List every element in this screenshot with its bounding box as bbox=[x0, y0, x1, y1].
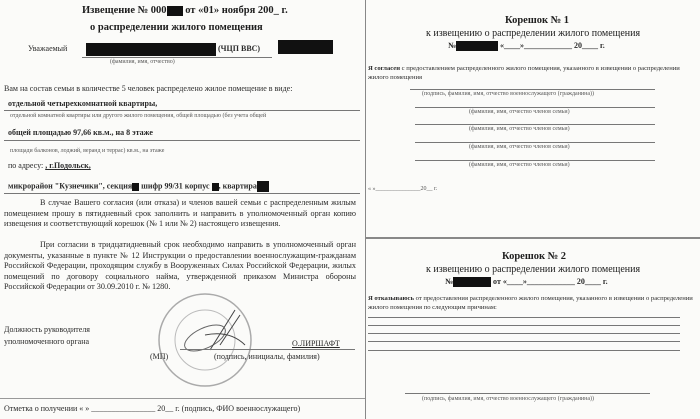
stub2-signature-caption: (подпись, фамилия, имя, отчество военнослужащего (гражданина)) bbox=[422, 396, 595, 402]
stub2-number: № от «____»____________ 20____ г. bbox=[445, 277, 608, 286]
stub1-date: « »_______________20__ г. bbox=[368, 186, 438, 192]
signature-caption: (подпись, инициалы, фамилия) bbox=[214, 352, 320, 361]
address-line: по адресу: , г.Подольск, bbox=[8, 161, 91, 170]
stub1-caption: (фамилия, имя, отчество членов семьи) bbox=[469, 126, 570, 132]
stub1-title: Корешок № 1 bbox=[505, 15, 570, 26]
official-stamp bbox=[150, 290, 260, 400]
position-line-1: Должность руководителя bbox=[4, 325, 90, 334]
address-district: микрорайон "Кузнечики", секция шифр 99/31 корпус , квартира bbox=[8, 181, 269, 192]
area: общей площадью 97,66 кв.м., на 8 этаже bbox=[8, 128, 153, 137]
stamp-label: (МП) bbox=[150, 352, 169, 361]
paragraph-2: При согласии в тридцатидневный срок необходимо направить в уполномоченный орган документы, указанные в пункте № 12 Инструкции о предоставлении военнослужащим-гражданам Российской Федерации, проходящим службу в Вооруженных Силах Российской Федерации, жилых помещений по договору социального найма, утвержденной приказом Министра обороны Российской Федерации от 30.09.2010 г. № 1280. bbox=[4, 240, 356, 292]
rank: (ЧЦП ВВС) bbox=[218, 44, 261, 53]
apartment-caption: отдельной комнатной квартиры или другого жилого помещения, общей площадью (без учета общей bbox=[10, 113, 267, 119]
stub1-number: № «____»____________ 20____ г. bbox=[448, 41, 605, 50]
stub1-caption: (фамилия, имя, отчество членов семьи) bbox=[469, 162, 570, 168]
greeting: Уважаемый bbox=[28, 44, 68, 53]
divider-vertical bbox=[365, 0, 366, 419]
family-line: Вам на состав семьи в количестве 5 человек распределено жилое помещение в виде: bbox=[4, 84, 293, 93]
apartment-type: отдельной четырехкомнатной квартиры, bbox=[8, 99, 158, 108]
stub2-refusal: Я отказываюсь от предоставления распределенного жилого помещения, указанного в извещении о распределении жилого помещения по следующим причинам: bbox=[368, 295, 693, 311]
notice-subtitle: о распределении жилого помещения bbox=[90, 22, 263, 33]
stub1-caption: (подпись, фамилия, имя, отчество военнослужащего (гражданина)) bbox=[422, 91, 595, 97]
area-caption: площади балконов, лоджий, веранд и террас) кв.м., на этаже bbox=[10, 148, 165, 154]
stub1-subtitle: к извещению о распределении жилого помещения bbox=[426, 28, 641, 39]
stub2-subtitle: к извещению о распределении жилого помещения bbox=[426, 264, 641, 275]
position-line-2: уполномоченного органа bbox=[4, 337, 90, 346]
stub1-caption: (фамилия, имя, отчество членов семьи) bbox=[469, 144, 570, 150]
receipt-mark: Отметка о получении « » ________________ 20__ г. (подпись, ФИО военнослужащего) bbox=[4, 404, 301, 413]
redacted-name-2 bbox=[278, 40, 333, 54]
signer-name: О.ЛИРШАФТ bbox=[292, 339, 340, 348]
divider-horizontal bbox=[365, 237, 700, 239]
stub1-agreement: Я согласен с предоставлением распределенного жилого помещения, указанного в извещении о распределении жилого помещения bbox=[368, 65, 680, 81]
paragraph-1: В случае Вашего согласия (или отказа) и членов вашей семьи с распределенным жилым помещением прошу в пятидневный срок заполнить и направить в уполномоченный орган копию извещения и соответствующий корешок (№ 1 или № 2) настоящего извещения. bbox=[4, 198, 356, 229]
name-caption: (фамилия, имя, отчество) bbox=[110, 59, 175, 65]
stub1-caption: (фамилия, имя, отчество членов семьи) bbox=[469, 109, 570, 115]
notice-title: Извещение № 000 от «01» ноября 200_ г. bbox=[82, 5, 288, 16]
redacted-name bbox=[86, 43, 216, 56]
stub2-title: Корешок № 2 bbox=[502, 251, 567, 262]
